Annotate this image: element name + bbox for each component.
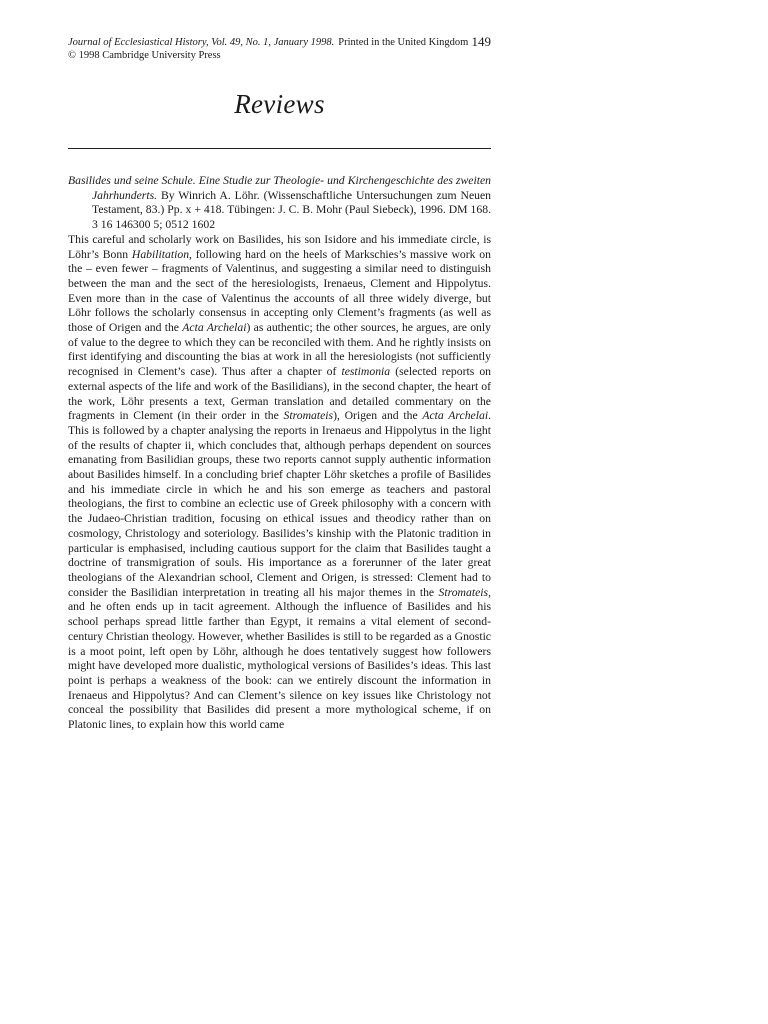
book-author: By Winrich A. Löhr. (160, 188, 260, 202)
body-text-7: , and he often ends up in tacit agreement. Although the influence of Basilides and his school perhaps spread little farther than Egypt, it remains a vital element of second-century Christian theology. However, whether Basilides is still to be regarded as a Gnostic is a moot point, left open by Löhr, although he does tentatively suggest how followers might have developed more dualistic, mythological versions of Basilides’s ideas. This last point is perhaps a weakness of the book: can we entirely discount the information in Irenaeus and Hippolytus? And can Clement’s silence on key issues like Christology not conceal the possibility that Basilides did present a more mythological scheme, if on Platonic lines, to explain how this world came (68, 585, 491, 732)
book-price: DM 168. (448, 203, 492, 217)
series-close: ) (160, 203, 165, 217)
body-italic-5: Acta Archelai (422, 409, 489, 423)
body-italic-1: Habilitation (131, 247, 190, 261)
body-italic-6: Stromateis (438, 585, 489, 599)
body-text-1: This careful and scholarly work on Basilides, his son Isidore and his immediate circle, is Löhr’s Bonn (68, 232, 491, 261)
journal-citation: Journal of Ecclesiastical History, Vol. 49, No. 1, January 1998. (68, 37, 335, 48)
body-text-4: (selected reports on external aspects of the life and work of the Basilidians), in the second chapter, the heart of the work, Löhr presents a text, German translation and detailed commentary on the fragments in Clement (in their order in the (68, 365, 492, 423)
copyright-line: © 1998 Cambridge University Press (68, 50, 221, 61)
review-citation (68, 174, 491, 233)
book-title: Basilides und seine Schule. Eine Studie zur Theologie- und Kirchengeschichte des zweiten Jahrhunderts. (68, 174, 491, 202)
review-body (68, 233, 491, 733)
body-italic-4: Stromateis (283, 409, 334, 423)
book-isbn: 3 16 146300 5; 0512 1602 (92, 218, 216, 232)
body-text-5: ), Origen and the (333, 409, 423, 423)
journal-page (68, 36, 491, 733)
body-italic-2: Acta Archelai (182, 321, 247, 335)
printed-in: Printed in the United Kingdom (338, 37, 469, 48)
book-publisher: Tübingen: J. C. B. Mohr (Paul Siebeck), 1996. (227, 203, 446, 217)
body-text-2: , following hard on the heels of Markschies’s massive work on the – even fewer – fragments of Valentinus, and suggesting a similar need to distinguish between the man and the sect of the heresiologists, Irenaeus, Clement and Hippolytus. Even more than in the case of Valentinus the accounts of all three widely diverge, but Löhr follows the scholarly consensus in accepting only Clement’s fragments (as well as those of Origen and the (68, 247, 491, 335)
body-italic-3: testimonia (341, 365, 391, 379)
title-rule (68, 148, 491, 149)
running-header (68, 36, 491, 49)
section-title: Reviews (234, 89, 325, 119)
page-number: 149 (471, 34, 491, 49)
book-series: Wissenschaftliche Untersuchungen zum Neuen Testament, 83. (92, 188, 492, 217)
book-pages: Pp. x + 418. (167, 203, 225, 217)
body-text-6: . This is followed by a chapter analysing the reports in Irenaeus and Hippolytus in the light of the results of chapter ii, which concludes that, although perhaps dependent on sources emanating from Basilidian groups, these two reports cannot supply authentic information about Basilides himself. In a concluding brief chapter Löhr sketches a profile of Basilides and his immediate circle in which he and his son emerge as teachers and pastoral theologians, the first to combine an eclectic use of Greek philosophy with a concern with the Judaeo-Christian tradition, focusing on ethical issues and theodicy rather than on cosmology, Christology and soteriology. Basilides’s kinship with the Platonic tradition in particular is emphasised, including cautious support for the claim that Basilides taught a doctrine of transmigration of souls. His importance as a forerunner of the later great theologians of the Alexandrian school, Clement and Origen, is stressed: Clement had to consider the Basilidian interpretation in treating all his major themes in the (68, 409, 491, 599)
series-open: ( (263, 188, 268, 202)
body-text-3: ) as authentic; the other sources, he argues, are only of value to the degree to which they can be reconciled with them. And he rightly insists on first identifying and discounting the bias at work in all the heresiologists (not sufficiently recognised in Clement’s case). Thus after a chapter of (68, 321, 491, 379)
